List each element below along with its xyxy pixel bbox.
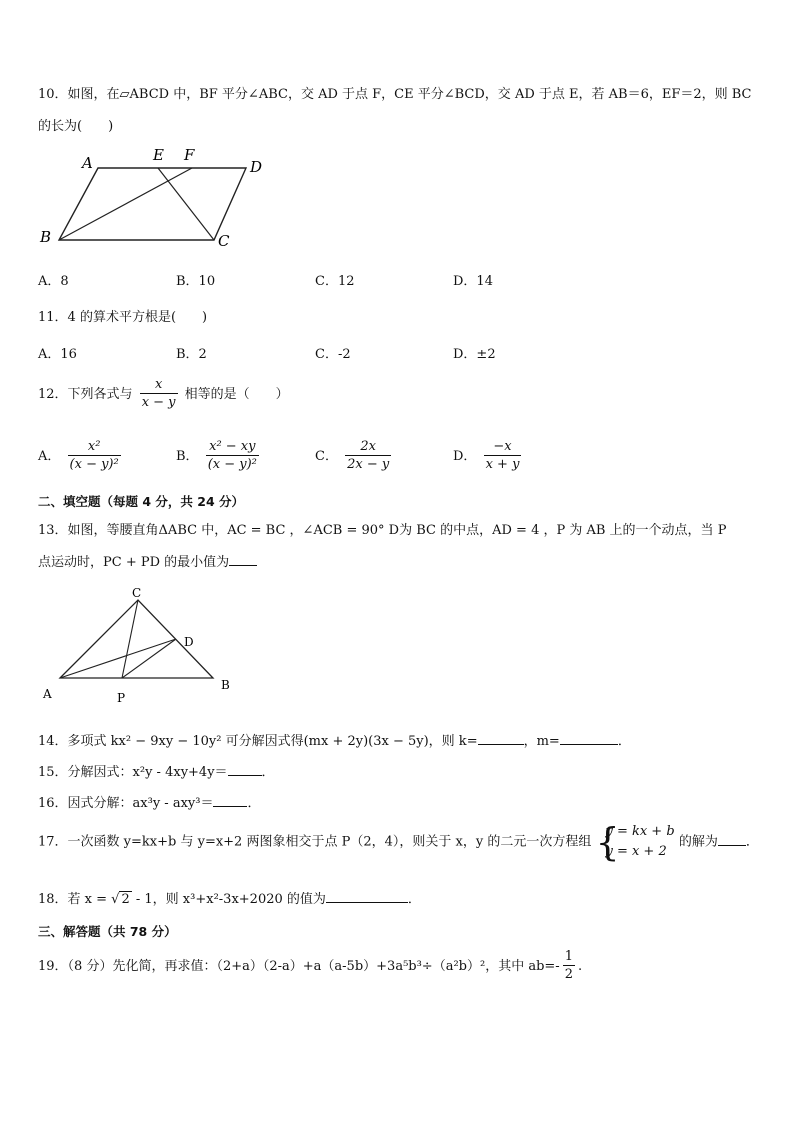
q12-option-c-numerator: 2x — [345, 440, 391, 456]
q14-line — [38, 730, 631, 749]
segment-pd — [122, 639, 176, 678]
q12-option-b-denominator: (x − y)² — [207, 457, 257, 472]
q13-line2 — [38, 551, 257, 570]
q11-option-b[interactable]: B．2 — [176, 347, 207, 362]
sqrt-icon: √ — [111, 892, 120, 907]
q10-option-b[interactable]: B．10 — [176, 274, 216, 289]
label-c: C — [132, 586, 142, 600]
q12-prefix: 12．下列各式与 — [38, 387, 133, 402]
q10-option-c[interactable]: C．12 — [315, 274, 355, 289]
q12-option-a-numerator: x² — [68, 440, 121, 456]
parallelogram-figure — [36, 140, 276, 250]
q18-suffix: - 1，则 x³+x²-3x+2020 的值为 — [131, 892, 326, 907]
q16-end: ． — [247, 796, 261, 811]
segment-ad — [60, 639, 176, 678]
segment-ce — [158, 168, 214, 240]
q14-m-blank[interactable] — [560, 744, 618, 745]
q17-line — [38, 822, 759, 862]
section-fill-in-title: 二、填空题（每题 4 分，共 24 分） — [38, 494, 245, 509]
q19-line — [38, 950, 582, 983]
q11-text: 11．4 的算术平方根是( ) — [38, 310, 208, 325]
q12-suffix: 相等的是（ ） — [184, 387, 289, 402]
label-p: P — [117, 691, 126, 705]
q11-option-d[interactable]: D．±2 — [453, 347, 496, 362]
q17-equation-1: y = kx + b — [605, 824, 675, 839]
q10-line1: 10．如图，在▱ABCD 中，BF 平分∠ABC，交 AD 于点 F，CE 平分∠BCD，交 AD 于点 E，若 AB＝6，EF＝2，则 BC — [38, 87, 752, 102]
q17-text: 17．一次函数 y=kx+b 与 y=x+2 两图象相交于点 P（2，4），则关于 x，y 的二元一次方程组 — [38, 834, 592, 850]
label-f: F — [184, 146, 195, 164]
q12-stem — [38, 378, 289, 411]
q12-option-a-fraction — [68, 440, 121, 473]
q12-option-d-label: D． — [453, 449, 477, 464]
q17-equation-system — [595, 822, 674, 862]
q16-text: 16．因式分解：ax³y - axy³＝ — [38, 796, 214, 811]
q13-line1: 13．如图，等腰直角ΔABC 中，AC = BC ，∠ACB = 90° D为 BC 的中点，AD = 4 ，P 为 AB 上的一个动点，当 P — [38, 523, 727, 538]
q14-k-blank[interactable] — [478, 744, 524, 745]
q15-line — [38, 761, 275, 780]
parallelogram-abcd — [59, 168, 246, 240]
q19-fraction-numerator: 1 — [564, 949, 573, 964]
q12-option-c-label: C． — [315, 449, 338, 464]
q12-option-b-numerator: x² − xy — [206, 440, 259, 456]
q19-end: . — [577, 959, 583, 974]
q12-option-c-denominator: 2x − y — [347, 457, 390, 472]
q12-option-b[interactable] — [176, 440, 262, 473]
label-b: B — [221, 678, 230, 692]
q10-option-a[interactable]: A．8 — [38, 274, 69, 289]
q17-end: 的解为 — [678, 834, 718, 850]
q18-answer-blank[interactable] — [326, 902, 408, 903]
q10-line2: 的长为( ) — [38, 119, 114, 134]
q18-prefix: 18．若 x = — [38, 892, 112, 907]
q12-option-d-numerator: −x — [484, 440, 522, 456]
q13-answer-blank[interactable] — [229, 565, 257, 566]
q14-text: 14．多项式 kx² − 9xy − 10y² 可分解因式得(mx + 2y)(3x − 5y)，则 k= — [38, 734, 478, 749]
q12-option-a[interactable] — [38, 440, 124, 473]
q13-line2-text: 点运动时，PC + PD 的最小值为 — [38, 555, 230, 570]
label-a: A — [43, 687, 52, 701]
q12-option-c-fraction — [345, 440, 391, 473]
q10-option-d[interactable]: D．14 — [453, 274, 493, 289]
q15-text: 15．分解因式：x²y - 4xy+4y＝ — [38, 765, 228, 780]
q19-fraction-denominator: 2 — [564, 967, 573, 982]
q18-line — [38, 888, 421, 907]
q11-option-c[interactable]: C．-2 — [315, 347, 351, 362]
q17-equation-2: y = x + 2 — [605, 844, 667, 859]
label-d: D — [184, 635, 194, 649]
q11-option-a[interactable]: A．16 — [38, 347, 77, 362]
label-d: D — [250, 158, 263, 176]
q17-answer-blank[interactable] — [718, 845, 746, 846]
q12-fraction-numerator: x — [140, 378, 178, 394]
label-b: B — [40, 228, 52, 246]
q12-fraction-denominator: x − y — [141, 395, 176, 410]
q12-option-d[interactable] — [453, 440, 524, 473]
q12-option-b-label: B． — [176, 449, 199, 464]
q14-end: ． — [617, 734, 631, 749]
q19-text: 19．（8 分）先化简，再求值：（2+a）（2-a）+a（a-5b）+3a⁵b³÷（a²b）²，其中 ab=- — [38, 959, 560, 974]
q12-option-c[interactable] — [315, 440, 394, 473]
q14-mid: ，m= — [523, 734, 560, 749]
q12-option-d-fraction — [484, 440, 522, 473]
q17-end2: ． — [745, 834, 759, 850]
triangle-figure — [36, 584, 246, 708]
label-e: E — [153, 146, 164, 164]
q12-option-b-fraction — [206, 440, 259, 473]
section-solve-title: 三、解答题（共 78 分） — [38, 924, 177, 939]
label-a: A — [82, 154, 93, 172]
q12-option-a-label: A． — [38, 449, 61, 464]
q12-fraction — [140, 378, 178, 411]
segment-pc — [122, 600, 138, 678]
q15-end: ． — [261, 765, 275, 780]
q16-answer-blank[interactable] — [213, 806, 247, 807]
q12-option-a-denominator: (x − y)² — [69, 457, 119, 472]
q17-brace-icon: { — [595, 820, 620, 864]
label-c: C — [218, 232, 230, 250]
q19-fraction — [563, 950, 575, 983]
q18-end: ． — [407, 892, 421, 907]
q16-line — [38, 792, 261, 811]
q18-sqrt-radicand: 2 — [121, 892, 130, 907]
q15-answer-blank[interactable] — [228, 775, 262, 776]
q12-option-d-denominator: x + y — [485, 457, 520, 472]
